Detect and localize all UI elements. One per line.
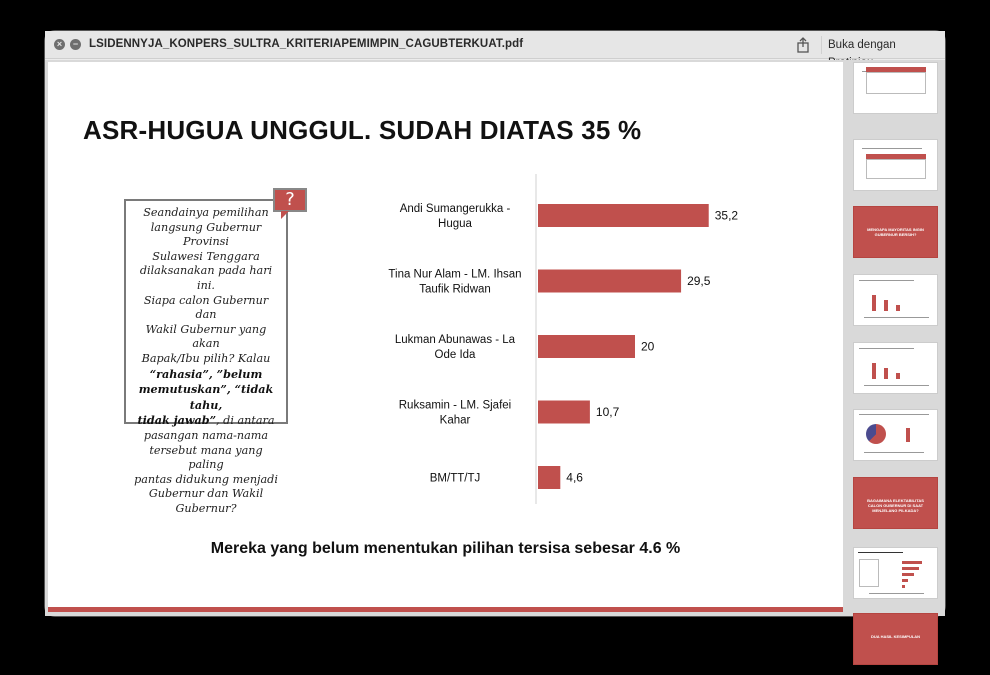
question-box — [124, 199, 288, 515]
question-line: Gubernur dan Wakil — [148, 487, 264, 501]
chart-category-label: Hugua — [438, 218, 472, 230]
bar-chart — [318, 174, 738, 504]
page-thumbnail[interactable] — [853, 613, 938, 665]
chart-category-label: Ode Ida — [434, 349, 476, 361]
open-with-preview-button[interactable]: Buka dengan — [821, 36, 945, 54]
question-line: pasangan nama-nama — [143, 428, 269, 442]
question-bold: “rahasia”, ”belum — [149, 366, 263, 381]
page-thumbnail[interactable] — [853, 409, 938, 461]
footer-note: Mereka yang belum menentukan pilihan tersisa sebesar 4.6 % — [210, 540, 681, 557]
chart-data-label: 20 — [641, 339, 655, 354]
share-icon[interactable] — [796, 37, 810, 53]
question-mark-icon: ? — [273, 188, 307, 212]
question-bold: tidak jawab” — [137, 413, 217, 428]
page-thumbnail[interactable] — [853, 62, 938, 114]
question-bold: memutuskan”, “tidak tahu, — [138, 382, 274, 412]
window-title: LSIDENNYJA_KONPERS_SULTRA_KRITERIAPEMIMPIN_CAGUBTERKUAT.pdf — [89, 38, 524, 50]
chart-data-label: 4,6 — [566, 470, 583, 485]
chart-bar — [538, 401, 590, 424]
chart-bar — [538, 466, 560, 489]
chart-bar — [538, 204, 709, 227]
pdf-viewer-window — [45, 31, 945, 639]
question-line: Siapa calon Gubernur dan — [143, 293, 269, 322]
chart-category-label: Lukman Abunawas - La — [394, 334, 516, 346]
close-icon[interactable]: × — [54, 39, 65, 50]
page-thumbnail[interactable] — [853, 206, 938, 258]
thumbnail-title: MENGAPA MAYORITAS INGIN GUBERNUR BERSIH? — [867, 227, 924, 237]
chart-data-label: 29,5 — [687, 274, 711, 288]
chart-category-label: Kahar — [439, 414, 471, 427]
chart-bar — [538, 270, 681, 293]
chart-data-label: 10,7 — [595, 405, 620, 419]
question-line: Seandainya pemilihan — [143, 206, 269, 219]
page-thumbnail[interactable] — [853, 342, 938, 394]
bottom-accent-bar — [48, 607, 843, 612]
thumbnail-title: DUA HASIL KESIMPULAN — [870, 634, 921, 639]
question-line: langsung Gubernur Provinsi — [150, 220, 262, 249]
question-line: pantas didukung menjadi — [134, 472, 278, 486]
thumbnail-title: BAGAIMANA ELEKTABILITAS CALON GUBERNUR DI SAAT MENJELANG PILKADA? — [867, 498, 924, 513]
page-thumbnail[interactable] — [853, 547, 938, 599]
page-thumbnail[interactable] — [853, 274, 938, 326]
chart-bar — [538, 335, 635, 358]
chart-category-label: BM/TT/TJ — [429, 472, 481, 485]
thumbnail-sidebar[interactable] — [846, 60, 945, 639]
chart-category-label: Taufik Ridwan — [419, 283, 491, 296]
question-line: Sulawesi Tenggara — [152, 249, 260, 263]
minimize-icon[interactable]: − — [70, 39, 81, 50]
page-thumbnail[interactable] — [853, 477, 938, 529]
page-thumbnail[interactable] — [853, 139, 938, 191]
question-line: dilaksanakan pada hari ini. — [139, 264, 273, 292]
chart-data-label: 35,2 — [714, 208, 739, 223]
chart-category-label: Tina Nur Alam - LM. Ihsan — [388, 268, 522, 281]
chart-category-label: Ruksamin - LM. Sjafei — [398, 399, 512, 412]
slide-page — [48, 62, 843, 612]
question-line: Gubernur? — [175, 501, 237, 515]
chart-category-label: Andi Sumangerukka - — [399, 203, 511, 215]
question-text: , di antara — [216, 414, 275, 428]
slide-title: ASR-HUGUA UNGGUL. SUDAH DIATAS 35 % — [83, 115, 642, 145]
question-line: Wakil Gubernur yang akan — [145, 322, 267, 351]
question-line: Bapak/Ibu pilih? Kalau — [141, 351, 271, 365]
document-area — [45, 60, 945, 639]
question-line: tersebut mana yang paling — [149, 443, 263, 472]
title-bar — [45, 31, 945, 59]
